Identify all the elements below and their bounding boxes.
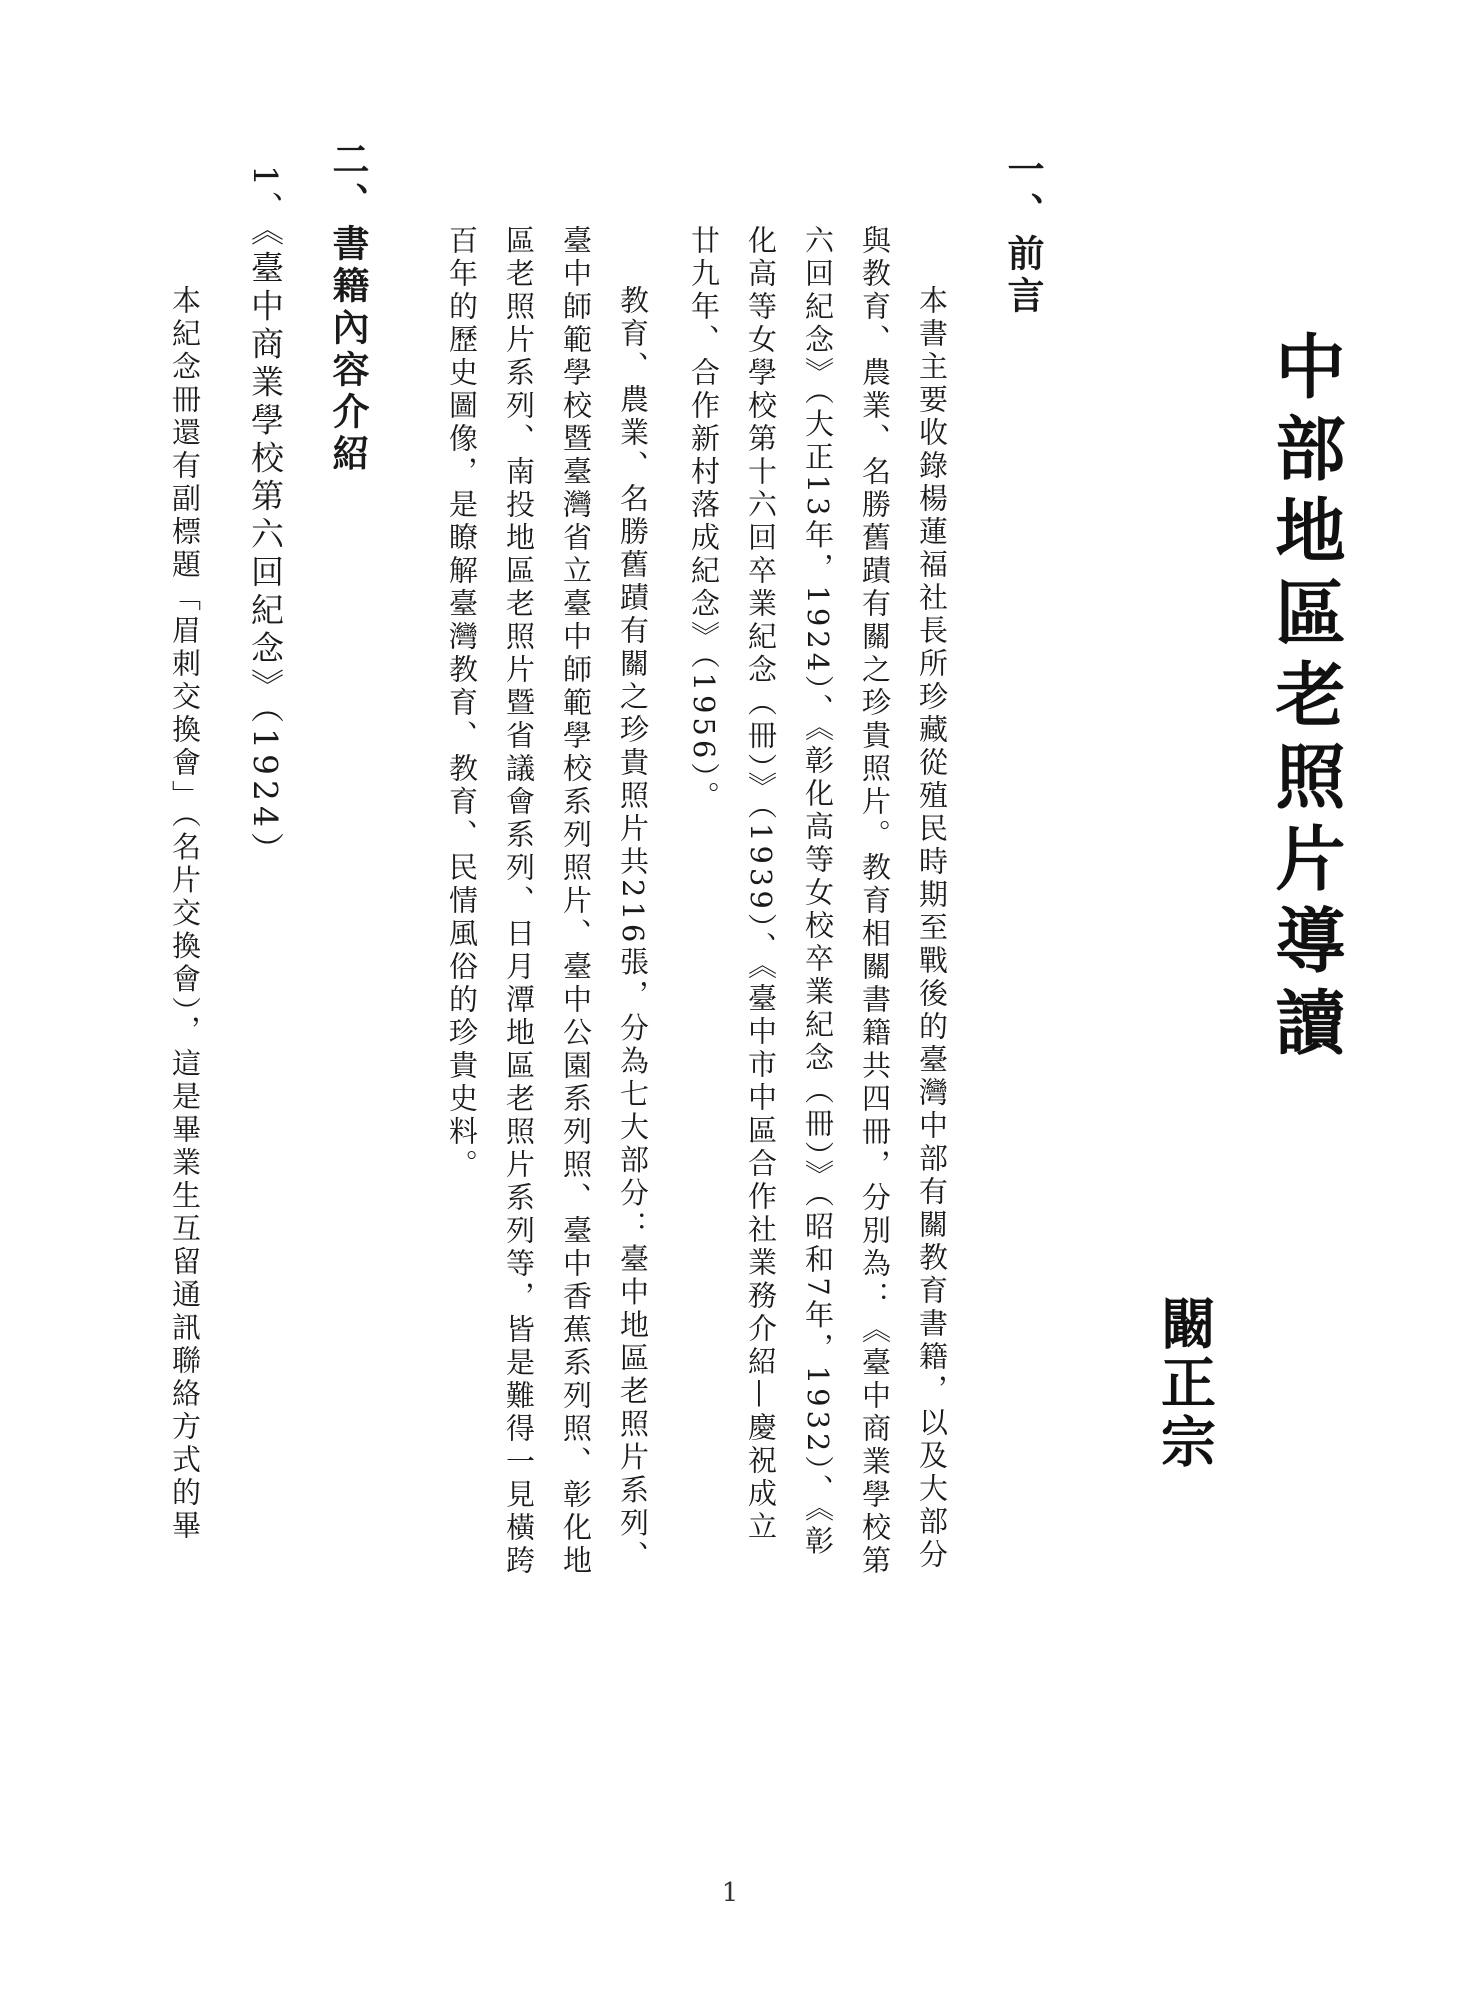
author-name: 闞正宗: [1152, 1295, 1216, 1472]
intro-line-2: 與教育、農業、名勝舊蹟有關之珍貴照片。教育相關書籍共四冊，分別為：《臺中商業學校第: [858, 225, 892, 1578]
photos-line-2: 臺中師範學校暨臺灣省立臺中師範學校系列照片、臺中公園系列照、臺中香蕉系列照、彰化地: [559, 225, 593, 1578]
section-heading-books: 二、書籍內容介紹: [326, 140, 369, 476]
book-item-1-title: 1、《臺中商業學校第六回紀念》（1924）: [246, 165, 285, 870]
intro-line-3: 六回紀念》（大正13年，1924）、《彰化高等女校卒業紀念（冊）》（昭和7年，1932）、《彰: [801, 225, 835, 1559]
intro-line-4: 化高等女學校第十六回卒業紀念（冊）》（1939）、《臺中市中區合作社業務介紹—慶祝成立: [744, 225, 778, 1544]
photos-line-3: 區老照片系列、南投地區老照片暨省議會系列、日月潭地區老照片系列等，皆是難得一見橫跨: [502, 225, 536, 1578]
intro-line-5: 廿九年、合作新村落成紀念》（1956）。: [687, 225, 721, 814]
photos-line-1: 教育、農業、名勝舊蹟有關之珍貴照片共216張，分為七大部分：臺中地區老照片系列、: [616, 285, 650, 1574]
photos-line-4: 百年的歷史圖像，是瞭解臺灣教育、教育、民情風俗的珍貴史料。: [445, 225, 479, 1182]
book-item-1-body: 本紀念冊還有副標題「眉刺交換會」（名片交換會），這是畢業生互留通訊聯絡方式的畢: [168, 285, 202, 1543]
intro-line-1: 本書主要收錄楊蓮福社長所珍藏從殖民時期至戰後的臺灣中部有關教育書籍，以及大部分: [915, 285, 949, 1572]
section-heading-intro: 一、前言: [1001, 150, 1044, 318]
page-number: 1: [721, 1878, 739, 1908]
document-title: 中部地區老照片導讀: [1264, 330, 1346, 1068]
